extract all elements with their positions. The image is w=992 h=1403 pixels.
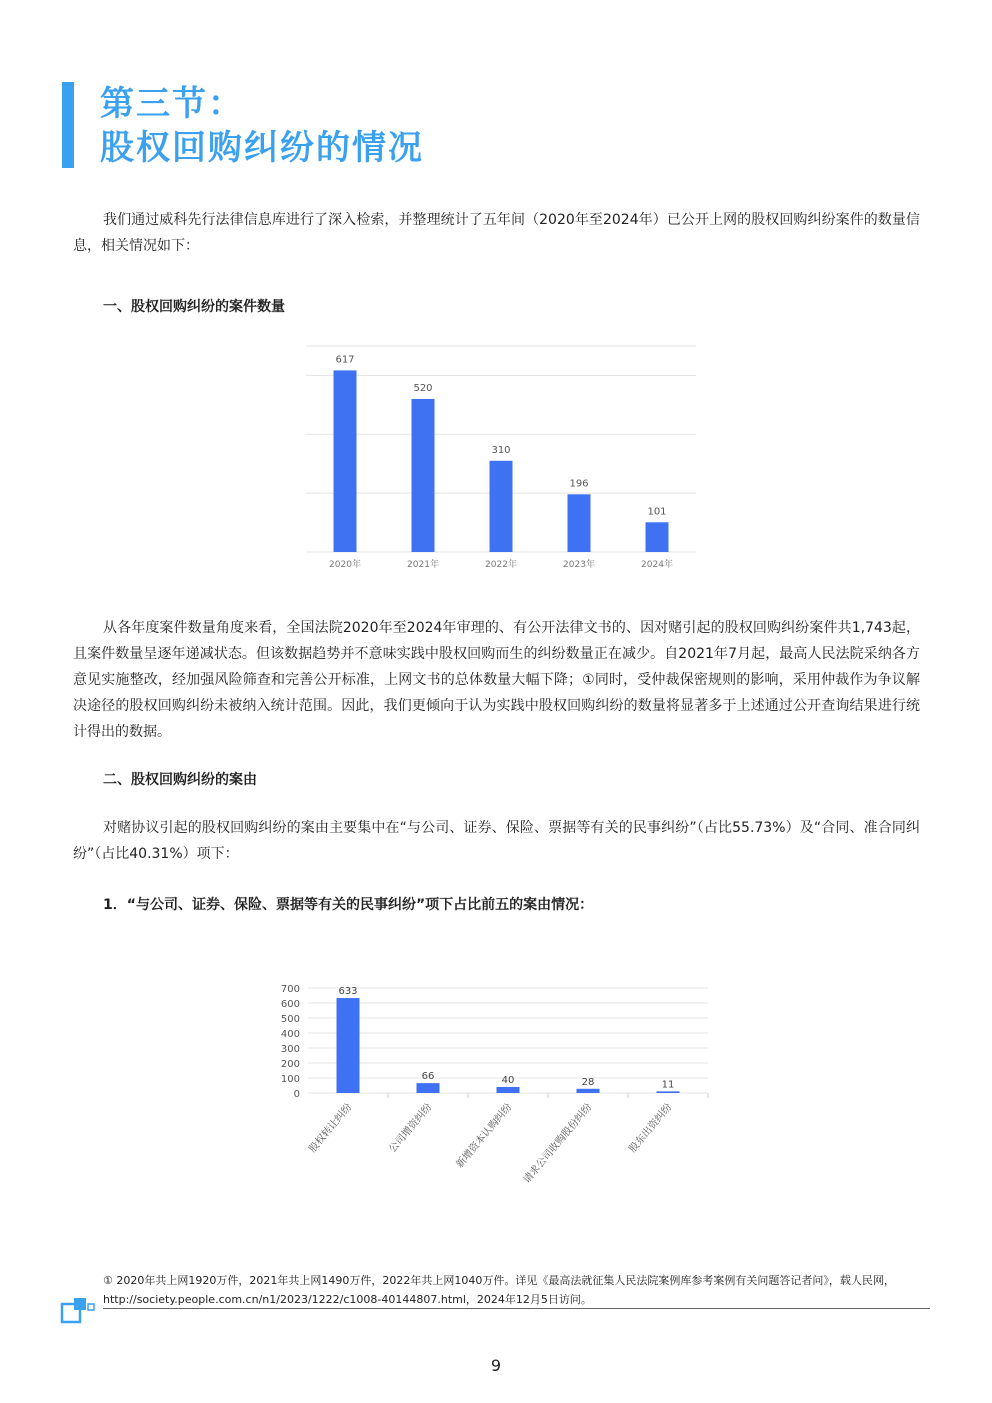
section-title bbox=[100, 82, 424, 170]
cause-paragraph: 对赌协议引起的股权回购纠纷的案由主要集中在“与公司、证券、保险、票据等有关的民事纠纷”（占比55.73%）及“合同、准合同纠纷”（占比40.31%）项下： bbox=[73, 820, 920, 862]
chart2-data-label: 28 bbox=[581, 1076, 595, 1088]
footnote-divider bbox=[103, 1308, 930, 1309]
chart1-data-label: 101 bbox=[647, 506, 667, 518]
chart2-y-tick-label: 0 bbox=[293, 1089, 300, 1100]
chart2-y-tick-label: 100 bbox=[280, 1074, 300, 1085]
chart2-data-label: 11 bbox=[661, 1079, 675, 1091]
footnote: ① 2020年共上网1920万件，2021年共上网1490万件，2022年共上网1040万件。详见《最高法就征集人民法院案例库参考案例有关问题答记者问》，载人民网，http://society.people.com.cn/n1/2023/1222/c1008-40144807.html，2024年12月5日访问。 bbox=[103, 1274, 895, 1306]
chart2-data-label: 66 bbox=[421, 1071, 435, 1083]
chart2-y-tick-label: 700 bbox=[280, 984, 300, 995]
chart2-bar bbox=[497, 1087, 520, 1093]
chart1-data-label: 310 bbox=[491, 444, 511, 456]
chart1-bar bbox=[334, 370, 357, 552]
chart2-category-label: 公司增资纠纷 bbox=[387, 1101, 435, 1155]
chart2-y-tick-label: 300 bbox=[280, 1044, 300, 1055]
chart1-bar bbox=[646, 522, 669, 552]
chart1-tick-label: 2024年 bbox=[641, 560, 673, 570]
chart2-y-tick-label: 500 bbox=[280, 1014, 300, 1025]
chart1-data-label: 617 bbox=[335, 354, 355, 366]
chart1-data-label: 196 bbox=[569, 478, 589, 490]
chart1-tick-label: 2023年 bbox=[563, 560, 595, 570]
chart2-y-tick-label: 600 bbox=[280, 999, 300, 1010]
chart2-bar bbox=[577, 1089, 600, 1093]
heading-top-five-causes: 1．“与公司、证券、保险、票据等有关的民事纠纷”项下占比前五的案由情况： bbox=[103, 897, 594, 913]
chart2-category-label: 请求公司收购股份纠纷 bbox=[521, 1101, 595, 1186]
chart2-y-tick-label: 200 bbox=[280, 1059, 300, 1070]
chart1-tick-label: 2022年 bbox=[485, 560, 517, 570]
chart2-bar bbox=[417, 1083, 440, 1093]
section-title-line2: 股权回购纠纷的情况 bbox=[100, 128, 424, 168]
heading-case-count: 一、股权回购纠纷的案件数量 bbox=[103, 299, 285, 315]
chart1-bar bbox=[568, 494, 591, 552]
page-number: 9 bbox=[490, 1356, 502, 1375]
chart1-bar bbox=[490, 461, 513, 552]
chart1-bar bbox=[412, 399, 435, 552]
chart1-tick-label: 2020年 bbox=[329, 560, 361, 570]
chart2-category-label: 股权转让纠纷 bbox=[307, 1101, 355, 1155]
chart2-data-label: 633 bbox=[338, 986, 358, 998]
chart1-tick-label: 2021年 bbox=[407, 560, 439, 570]
section-title-line1: 第三节： bbox=[100, 84, 244, 124]
corner-squares-icon bbox=[60, 1296, 100, 1326]
chart2-category-label: 股东出资纠纷 bbox=[627, 1101, 675, 1155]
heading-case-cause: 二、股权回购纠纷的案由 bbox=[103, 772, 257, 788]
chart2-y-tick-label: 400 bbox=[280, 1029, 300, 1040]
title-accent-bar bbox=[62, 82, 74, 168]
chart2-category-label: 新增资本认购纠纷 bbox=[454, 1101, 515, 1171]
chart2-data-label: 40 bbox=[501, 1075, 515, 1086]
chart2-bar bbox=[337, 998, 360, 1093]
chart1-data-label: 520 bbox=[413, 382, 433, 394]
analysis-paragraph: 从各年度案件数量角度来看，全国法院2020年至2024年审理的、有公开法律文书的、因对赌引起的股权回购纠纷案件共1,743起，且案件数量呈逐年递减状态。但该数据趋势并不意味实践中股权回购而生的纠纷数量正在减少。自2021年7月起，最高人民法院采纳各方意见实施整改，经加强风险筛查和完善公开标准，上网文书的总体数量大幅下降；①同时，受仲裁保密规则的影响，采用仲裁作为争议解决途径的股权回购纠纷未被纳入统计范围。因此，我们更倾向于认为实践中股权回购纠纷的数量将显著多于上述通过公开查询结果进行统计得出的数据。 bbox=[73, 620, 920, 740]
chart2-bar bbox=[657, 1091, 680, 1093]
intro-paragraph: 我们通过威科先行法律信息库进行了深入检索，并整理统计了五年间（2020年至2024年）已公开上网的股权回购纠纷案件的数量信息，相关情况如下： bbox=[73, 212, 920, 254]
